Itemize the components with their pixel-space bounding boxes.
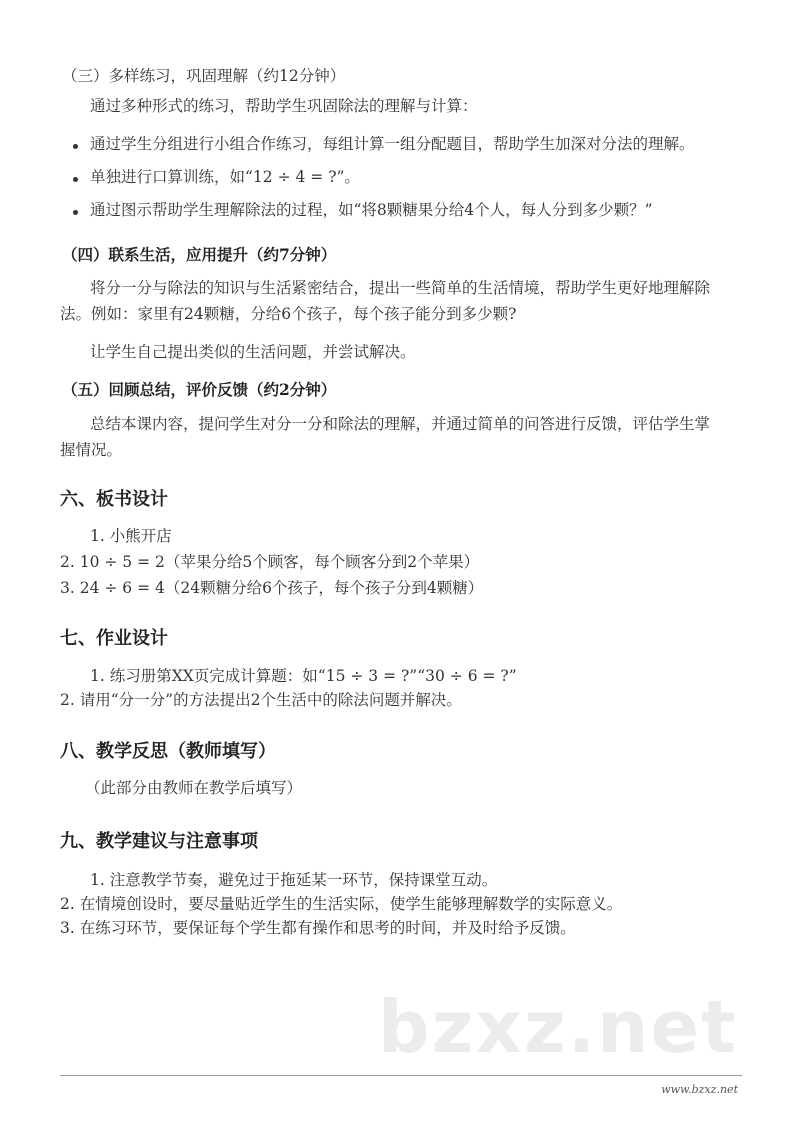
section-eight-note: （此部分由教师在教学后填写） xyxy=(85,779,303,797)
section-4-para-line: 法。例如：家里有24颗糖，分给6个孩子，每个孩子能分到多少颗? xyxy=(60,305,517,323)
list-item: 2. 10 ÷ 5 = 2（苹果分给5个顾客，每个顾客分到2个苹果） xyxy=(60,553,480,571)
footer-divider xyxy=(60,1075,742,1076)
list-item: 1. 注意教学节奏，避免过于拖延某一环节，保持课堂互动。 xyxy=(90,871,498,889)
section-5-para-line: 握情况。 xyxy=(60,441,123,459)
footer-url: www.bzxz.net xyxy=(661,1083,738,1096)
section-4-para-line: 将分一分与除法的知识与生活紧密结合，提出一些简单的生活情境，帮助学生更好地理解除 xyxy=(90,279,711,297)
section-3-intro: 通过多种形式的练习，帮助学生巩固除法的理解与计算： xyxy=(90,97,478,115)
section-5-heading: （五）回顾总结，评价反馈（约2分钟） xyxy=(62,380,337,399)
bullet-icon xyxy=(73,144,78,149)
section-seven-heading: 七、作业设计 xyxy=(60,628,168,649)
list-item: 1. 小熊开店 xyxy=(90,527,172,545)
list-item: 2. 请用“分一分”的方法提出2个生活中的除法问题并解决。 xyxy=(60,691,462,709)
watermark: bzxz.net xyxy=(378,985,738,1069)
list-item: 3. 在练习环节，要保证每个学生都有操作和思考的时间，并及时给予反馈。 xyxy=(60,919,576,937)
bullet-icon xyxy=(73,177,78,182)
list-item: 1. 练习册第XX页完成计算题：如“15 ÷ 3 = ?”“30 ÷ 6 = ?” xyxy=(90,667,517,685)
section-4-heading: （四）联系生活，应用提升（约7分钟） xyxy=(62,245,337,264)
section-4-para2: 让学生自己提出类似的生活问题，并尝试解决。 xyxy=(90,343,416,361)
list-item: 通过学生分组进行小组合作练习，每组计算一组分配题目，帮助学生加深对分法的理解。 xyxy=(90,135,695,153)
bullet-icon xyxy=(73,210,78,215)
list-item: 通过图示帮助学生理解除法的过程，如“将8颗糖果分给4个人，每人分到多少颗？” xyxy=(90,201,653,219)
list-item: 单独进行口算训练，如“12 ÷ 4 = ?”。 xyxy=(90,168,360,186)
section-3-heading: （三）多样练习，巩固理解（约12分钟） xyxy=(62,67,346,85)
list-item: 2. 在情境创设时，要尽量贴近学生的生活实际，使学生能够理解数学的实际意义。 xyxy=(60,895,623,913)
section-eight-heading: 八、教学反思（教师填写） xyxy=(60,741,276,762)
section-nine-heading: 九、教学建议与注意事项 xyxy=(60,831,258,852)
list-item: 3. 24 ÷ 6 = 4（24颗糖分给6个孩子，每个孩子分到4颗糖） xyxy=(60,579,484,597)
section-5-para-line: 总结本课内容，提问学生对分一分和除法的理解，并通过简单的问答进行反馈，评估学生掌 xyxy=(90,415,711,433)
section-six-heading: 六、板书设计 xyxy=(60,489,168,510)
